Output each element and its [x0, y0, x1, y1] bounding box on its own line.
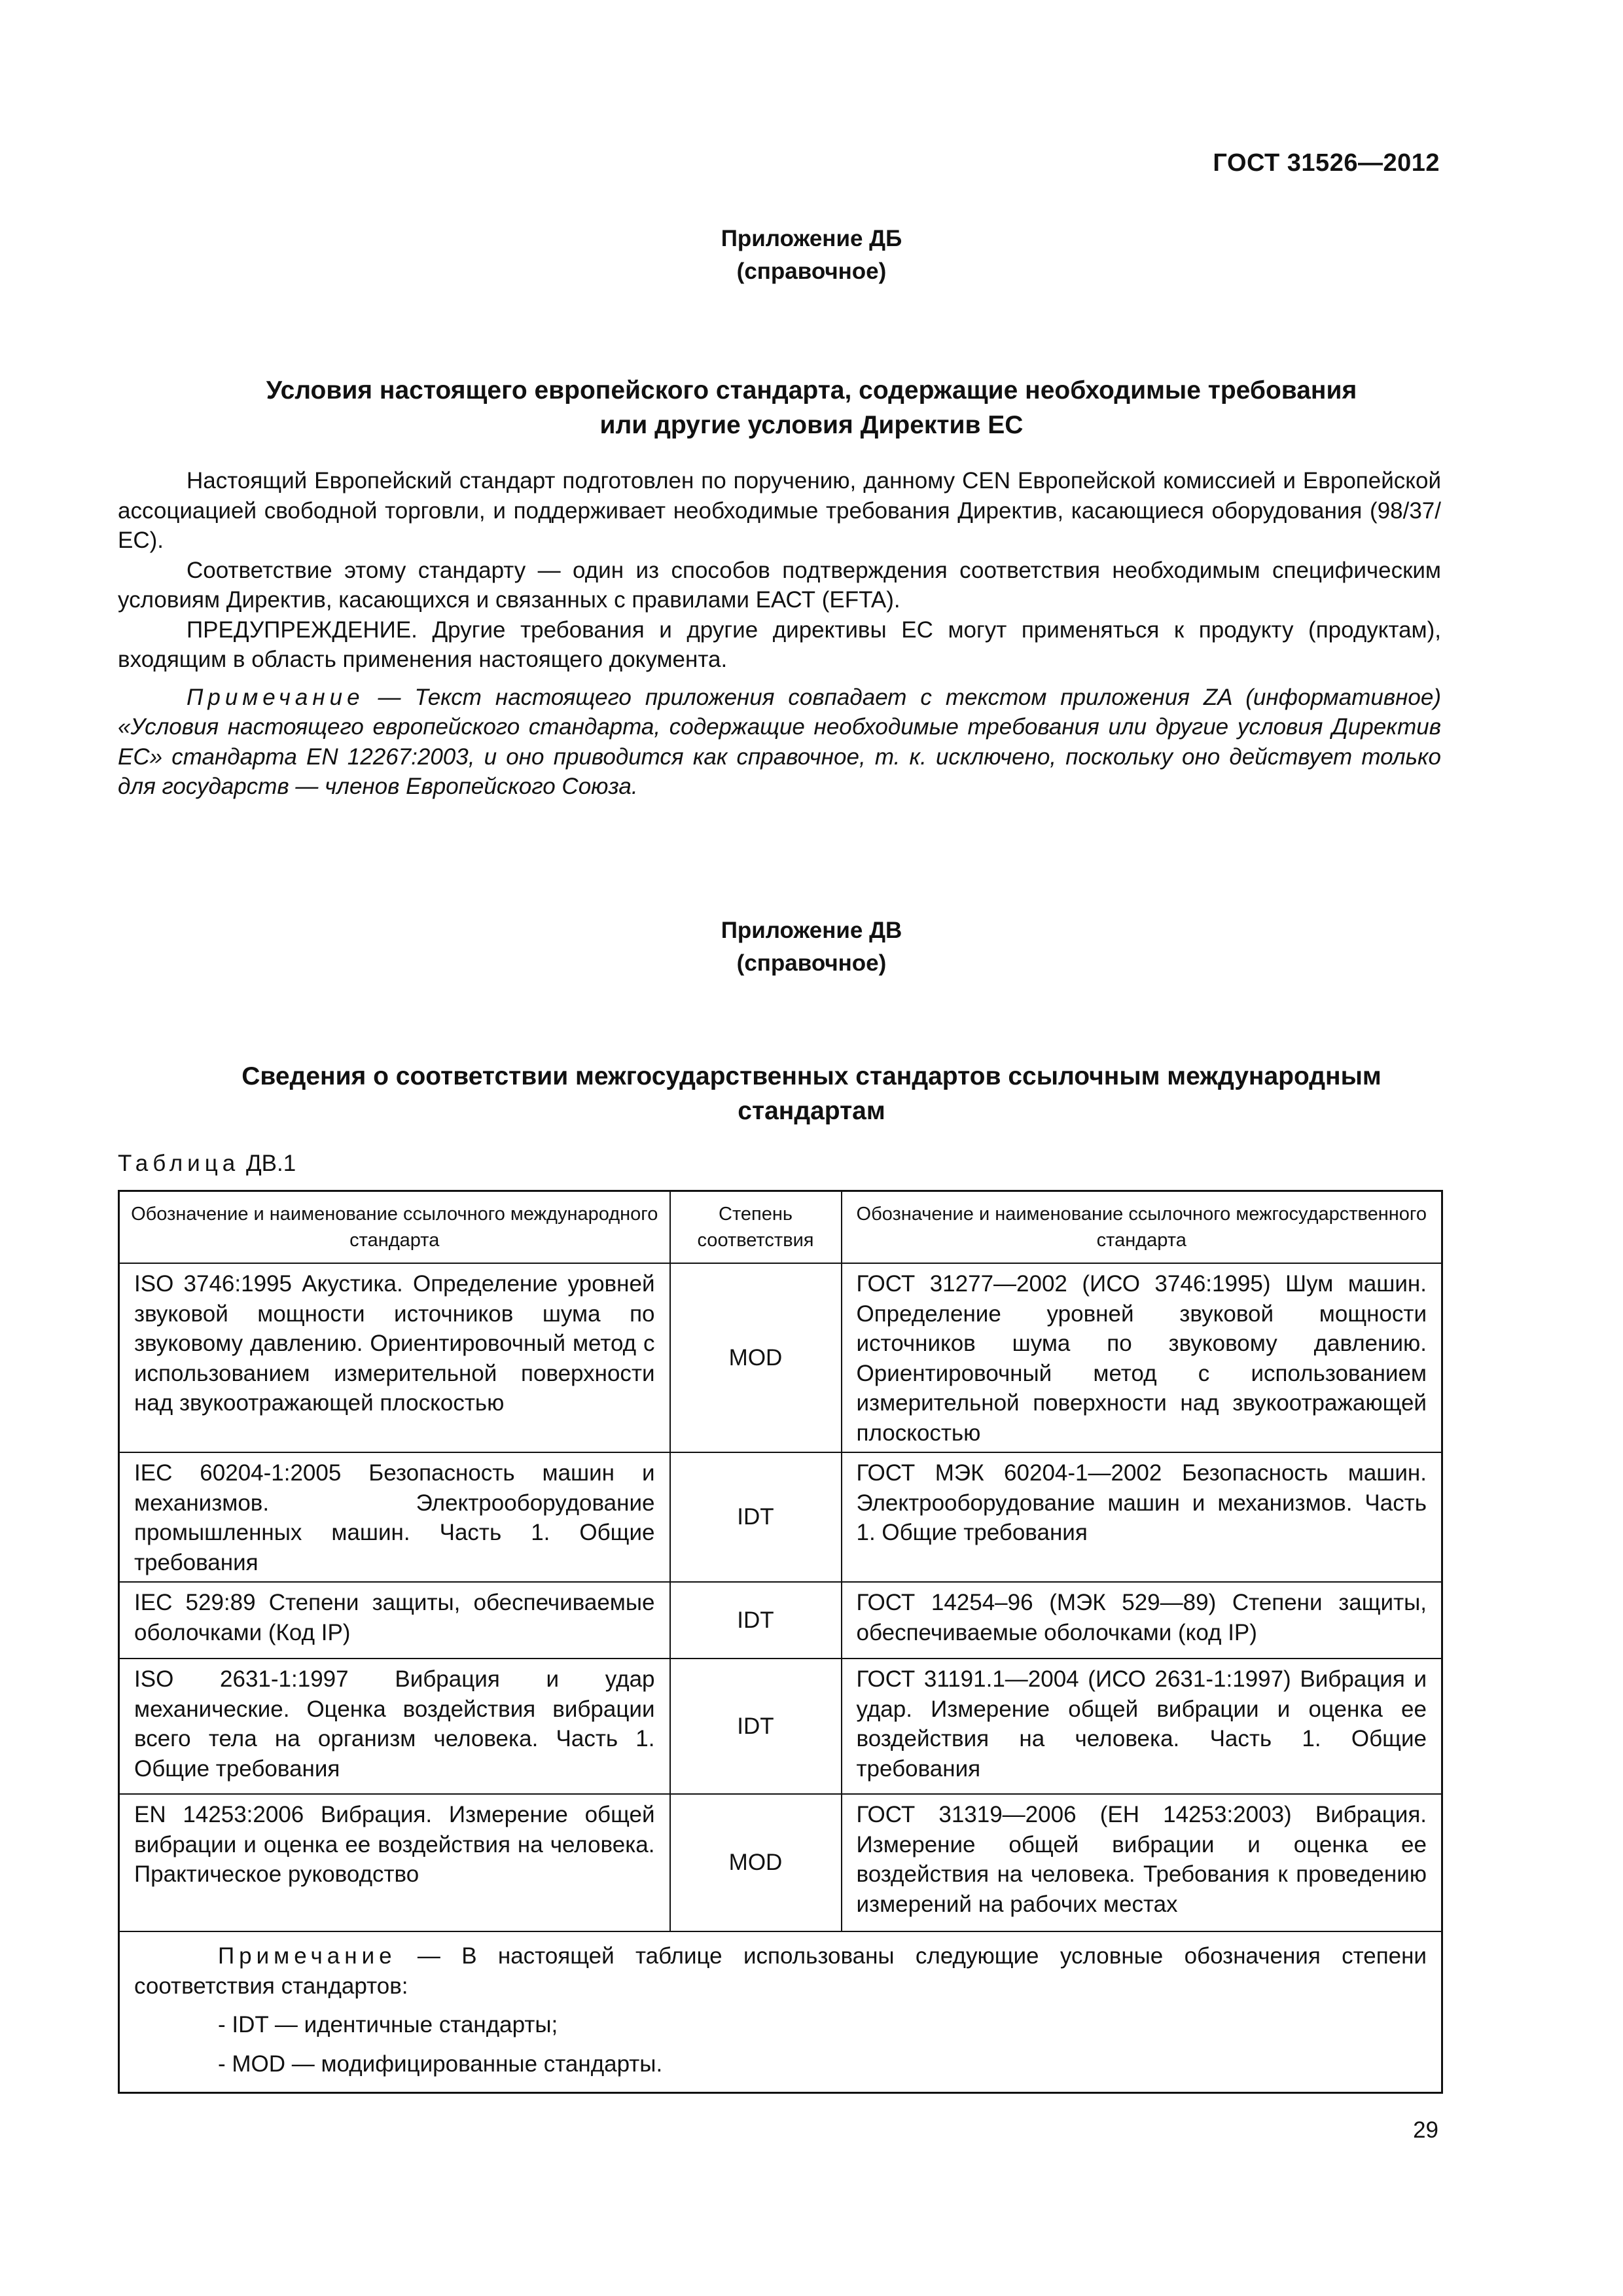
appendix-db-body: [118, 466, 1441, 802]
appendix-dv-title: [0, 914, 1623, 980]
column-header: Обозначение и наименование ссылочного международного стандарта: [119, 1191, 670, 1264]
table-row: [119, 1452, 1442, 1582]
interstate-standard-cell: ГОСТ 14254–96 (МЭК 529—89) Степени защиты, обеспечиваемые оболочками (код IP): [842, 1582, 1442, 1659]
intl-standard-cell: EN 14253:2006 Вибрация. Измерение общей вибрации и оценка ее воздействия на человека. Практическое руководство: [119, 1794, 670, 1931]
column-header: Степень соответствия: [670, 1191, 842, 1264]
interstate-standard-cell: ГОСТ 31319—2006 (ЕН 14253:2003) Вибрация. Измерение общей вибрации и оценка ее воздействия на человека. Требования к проведению измерений на рабочих местах: [842, 1794, 1442, 1931]
table-header-row: [119, 1191, 1442, 1264]
table-row: [119, 1794, 1442, 1931]
page-number: 29: [1413, 2117, 1438, 2143]
degree-cell: IDT: [670, 1659, 842, 1794]
note-text: — Текст настоящего приложения совпадает с текстом приложения ZA (информативное) «Условия настоящего европейского стандарта, содержащие необходимые требования или другие условия Директив ЕС» стандарта EN 12267:2003, и оно приводится как справочное, т. к. исключено, поскольку оно действует только для государств — членов Европейского Союза.: [118, 684, 1441, 799]
appendix-db-heading-line2: или другие условия Директив ЕС: [599, 411, 1024, 439]
table-row: [119, 1659, 1442, 1794]
note-label: Примечание: [187, 684, 365, 710]
table-note-cell: [119, 1931, 1442, 2093]
table-caption: [118, 1151, 296, 1177]
interstate-standard-cell: ГОСТ МЭК 60204-1—2002 Безопасность машин. Электрооборудование машин и механизмов. Часть 1. Общие требования: [842, 1452, 1442, 1582]
table-note-label: Примечание: [218, 1943, 397, 1969]
degree-cell: MOD: [670, 1794, 842, 1931]
interstate-standard-cell: ГОСТ 31191.1—2004 (ИСО 2631-1:1997) Вибрация и удар. Измерение общей вибрации и оценка ее воздействия на человека. Часть 1. Общие требования: [842, 1659, 1442, 1794]
paragraph: ПРЕДУПРЕЖДЕНИЕ. Другие требования и другие директивы ЕС могут применяться к продукту (продуктам), входящим в область применения настоящего документа.: [118, 617, 1441, 672]
table-caption-number: ДВ.1: [240, 1151, 296, 1176]
table-note-row: [119, 1931, 1442, 2093]
appendix-dv-heading-line2: стандартам: [738, 1097, 885, 1125]
degree-cell: IDT: [670, 1582, 842, 1659]
intl-standard-cell: ISO 3746:1995 Акустика. Определение уровней звуковой мощности источников шума по звуковому давлению. Ориентировочный метод с использованием измерительной поверхности над звукоотражающей плоскостью: [119, 1263, 670, 1452]
table-caption-label: Таблица: [118, 1151, 240, 1176]
document-id: ГОСТ 31526—2012: [1213, 149, 1440, 177]
table-note-item: - IDT — идентичные стандарты;: [218, 2012, 558, 2037]
intl-standard-cell: IEC 529:89 Степени защиты, обеспечиваемые оболочками (Код IP): [119, 1582, 670, 1659]
appendix-db-heading: [157, 373, 1466, 442]
table-row: [119, 1263, 1442, 1452]
interstate-standard-cell: ГОСТ 31277—2002 (ИСО 3746:1995) Шум машин. Определение уровней звуковой мощности источников шума по звуковому давлению. Ориентировочный метод с использованием измерительной поверхности над звукоотражающей плоскостью: [842, 1263, 1442, 1452]
table-note-item: - MOD — модифицированные стандарты.: [218, 2051, 663, 2077]
appendix-dv-heading: [157, 1059, 1466, 1128]
appendix-dv-heading-line1: Сведения о соответствии межгосударственных стандартов ссылочным международным: [241, 1062, 1382, 1090]
appendix-db-note: [118, 683, 1441, 802]
appendix-dv-label: Приложение ДВ: [721, 918, 902, 943]
appendix-db-label: Приложение ДБ: [721, 226, 902, 251]
paragraph: Настоящий Европейский стандарт подготовлен по поручению, данному CEN Европейской комиссией и Европейской ассоциацией свободной торговли, и поддерживает необходимые требования Директив, касающиеся оборудования (98/37/ЕС).: [118, 468, 1441, 553]
standards-table: [118, 1190, 1443, 2094]
appendix-dv-subtitle: (справочное): [736, 950, 887, 976]
table-note: [134, 1941, 1427, 2001]
appendix-db-subtitle: (справочное): [736, 259, 887, 284]
intl-standard-cell: ISO 2631-1:1997 Вибрация и удар механические. Оценка воздействия вибрации всего тела на организм человека. Часть 1. Общие требования: [119, 1659, 670, 1794]
degree-cell: IDT: [670, 1452, 842, 1582]
appendix-db-heading-line1: Условия настоящего европейского стандарта, содержащие необходимые требования: [266, 376, 1357, 404]
table-note-text: — В настоящей таблице использованы следующие условные обозначения степени соответствия стандартов:: [134, 1943, 1427, 1999]
intl-standard-cell: IEC 60204-1:2005 Безопасность машин и механизмов. Электрооборудование промышленных машин. Часть 1. Общие требования: [119, 1452, 670, 1582]
column-header: Обозначение и наименование ссылочного межгосударственного стандарта: [842, 1191, 1442, 1264]
appendix-db-title: [0, 223, 1623, 288]
table-row: [119, 1582, 1442, 1659]
degree-cell: MOD: [670, 1263, 842, 1452]
paragraph: Соответствие этому стандарту — один из способов подтверждения соответствия необходимым специфическим условиям Директив, касающихся и связанных с правилами ЕАСТ (EFTA).: [118, 557, 1441, 613]
